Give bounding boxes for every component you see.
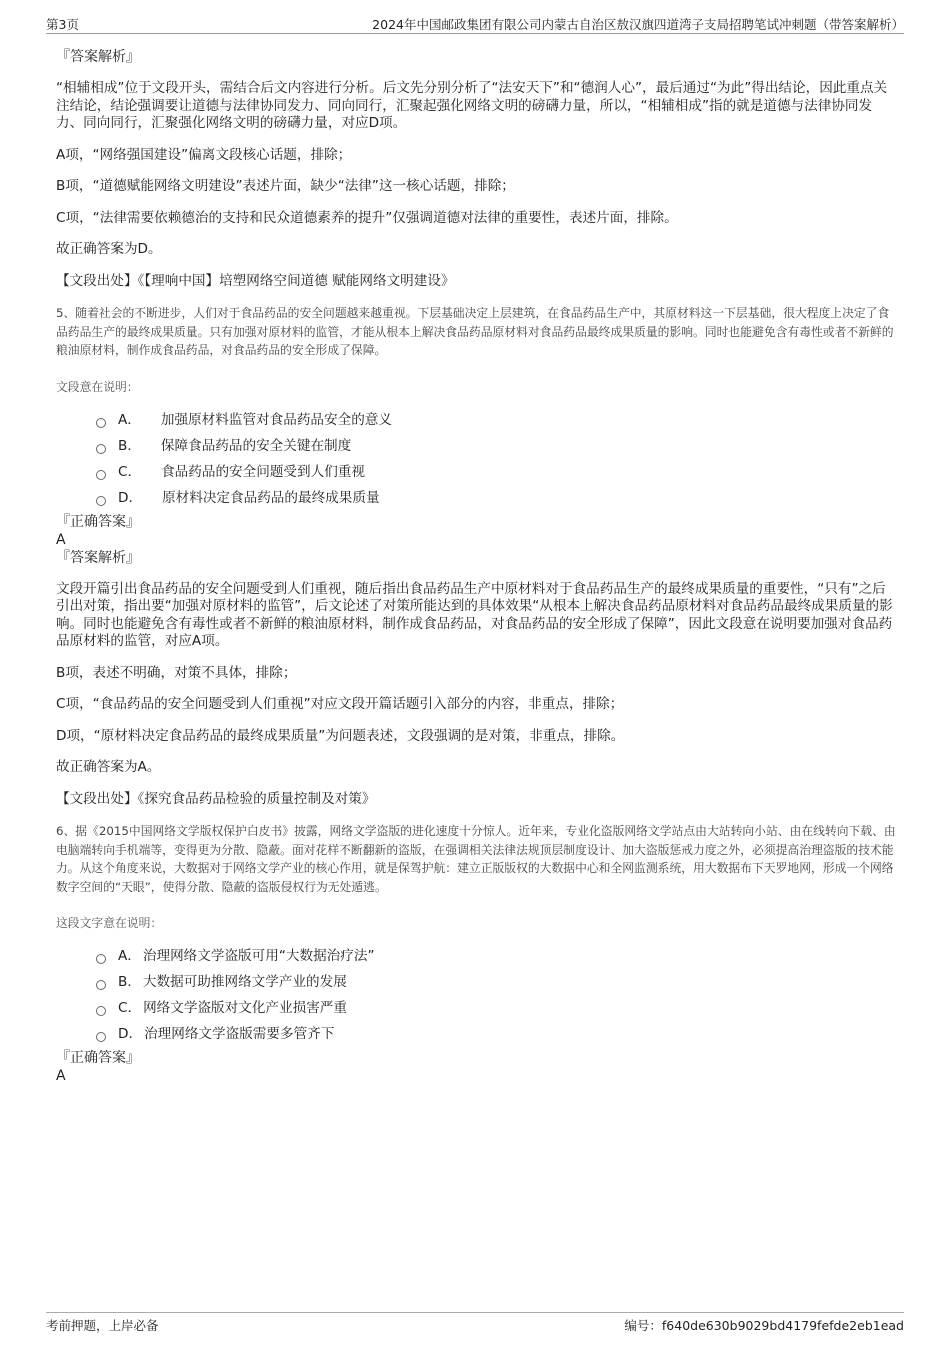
q5-option-d[interactable]: D． 原材料决定食品药品的最终成果质量 <box>96 485 898 511</box>
q6-answer-label: 『正确答案』 <box>56 1050 140 1066</box>
q4-analysis-label: 『答案解析』 <box>56 49 140 65</box>
q5-analysis-p2: B项，表述不明确，对策不具体，排除； <box>56 664 297 681</box>
q4-analysis-p2: A项，“网络强国建设”偏离文段核心话题，排除； <box>56 146 352 163</box>
page-header <box>46 13 904 34</box>
q5-question-text: 5、随着社会的不断进步，人们对于食品药品的安全问题越来越重视。下层基础决定上层建筑，在食品药品生产中，其原材料这一下层基础，很大程度上决定了食品药品生产的最终成果质量。只有加强对原材料的监管，才能从根本上解决食品药品原材料对食品药品最终成果质量的影响。同时也能避免含有毒性或者不新鲜的粮油原材料，制作成食品药品，对食品药品的安全形成了保障。 <box>56 306 894 357</box>
page-content <box>56 38 898 1085</box>
q6-option-a[interactable]: A． 治理网络文学盗版可用“大数据治疗法” <box>96 943 898 969</box>
document-id: 编号：f640de630b9029bd4179fefde2eb1ead <box>624 1318 904 1333</box>
q5-analysis-label: 『答案解析』 <box>56 549 140 566</box>
q5-stem: 文段意在说明： <box>56 379 139 394</box>
q6-option-b[interactable]: B． 大数据可助推网络文学产业的发展 <box>96 969 898 995</box>
radio-icon[interactable] <box>96 418 106 428</box>
q6-answer: A <box>56 1068 66 1084</box>
page-footer <box>46 1312 904 1333</box>
footer-slogan: 考前押题，上岸必备 <box>46 1318 159 1333</box>
q5-answer: A <box>56 531 66 548</box>
q4-analysis-p4: C项，“法律需要依赖德治的支持和民众道德素养的提升”仅强调道德对法律的重要性，表述片面，排除。 <box>56 209 678 226</box>
q5-analysis-p3: C项，“食品药品的安全问题受到人们重视”对应文段开篇话题引入部分的内容，非重点，排除； <box>56 696 624 712</box>
radio-icon[interactable] <box>96 470 106 480</box>
q5-analysis-p1: 文段开篇引出食品药品的安全问题受到人们重视，随后指出食品药品生产中原材料对于食品药品生产的最终成果质量的重要性，“只有”之后引出对策，指出要“加强对原材料的监管”，后文论述了对策所能达到的具体效果“从根本上解决食品药品原材料对食品药品最终成果质量的影响。同时也能避免含有毒性或者不新鲜的粮油原材料，制作成食品药品，对食品药品的安全形成了保障”，因此文段意在说明要加强对食品药品原材料的监管，对应A项。 <box>56 580 893 649</box>
q4-conclusion: 故正确答案为D。 <box>56 241 162 257</box>
q6-options <box>56 943 898 1047</box>
radio-icon[interactable] <box>96 980 106 990</box>
document-title: 2024年中国邮政集团有限公司内蒙古自治区敖汉旗四道湾子支局招聘笔试冲刺题（带答案解析） <box>372 17 904 32</box>
radio-icon[interactable] <box>96 954 106 964</box>
q6-option-d[interactable]: D． 治理网络文学盗版需要多管齐下 <box>96 1021 898 1047</box>
radio-icon[interactable] <box>96 496 106 506</box>
q5-option-c[interactable]: C． 食品药品的安全问题受到人们重视 <box>96 459 898 485</box>
q4-analysis-p3: B项，“道德赋能网络文明建设”表述片面，缺少“法律”这一核心话题，排除； <box>56 178 515 194</box>
q5-option-b[interactable]: B． 保障食品药品的安全关键在制度 <box>96 433 898 459</box>
radio-icon[interactable] <box>96 1006 106 1016</box>
q5-answer-label: 『正确答案』 <box>56 513 140 530</box>
q5-analysis-p4: D项，“原材料决定食品药品的最终成果质量”为问题表述，文段强调的是对策，非重点，排除。 <box>56 727 625 744</box>
q6-option-c[interactable]: C． 网络文学盗版对文化产业损害严重 <box>96 995 898 1021</box>
q5-options <box>56 407 898 511</box>
radio-icon[interactable] <box>96 444 106 454</box>
q4-source: 【文段出处】《【理响中国】培塑网络空间道德 赋能网络文明建设》 <box>56 272 455 289</box>
radio-icon[interactable] <box>96 1032 106 1042</box>
q6-question-text: 6、据《2015中国网络文学版权保护白皮书》披露，网络文学盗版的进化速度十分惊人。近年来，专业化盗版网络文学站点由大站转向小站、由在线转向下载、由电脑端转向手机端等，变得更为分散、隐蔽。面对花样不断翻新的盗版，在强调相关法律法规顶层制度设计、加大盗版惩戒力度之外，必须提高治理盗版的技术能力。从这个角度来说，大数据对于网络文学产业的核心作用，就是保驾护航：建立正版版权的大数据中心和全网监测系统，用大数据布下天罗地网，形成一个网络数字空间的“天眼”，使得分散、隐蔽的盗版侵权行为无处遁逃。 <box>56 824 896 894</box>
page-number: 第3页 <box>46 17 79 32</box>
q6-stem: 这段文字意在说明： <box>56 916 163 930</box>
q5-option-a[interactable]: A． 加强原材料监管对食品药品安全的意义 <box>96 407 898 433</box>
q5-source: 【文段出处】《探究食品药品检验的质量控制及对策》 <box>56 790 376 807</box>
q4-analysis-p1: “相辅相成”位于文段开头，需结合后文内容进行分析。后文先分别分析了“法安天下”和“德润人心”，最后通过“为此”得出结论，因此重点关注结论，结论强调要让道德与法律协同发力、同向同行，汇聚起强化网络文明的磅礴力量，所以，“相辅相成”指的就是道德与法律协同发力、同向同行，汇聚强化网络文明的磅礴力量，对应D项。 <box>56 80 888 131</box>
q5-conclusion: 故正确答案为A。 <box>56 759 161 775</box>
